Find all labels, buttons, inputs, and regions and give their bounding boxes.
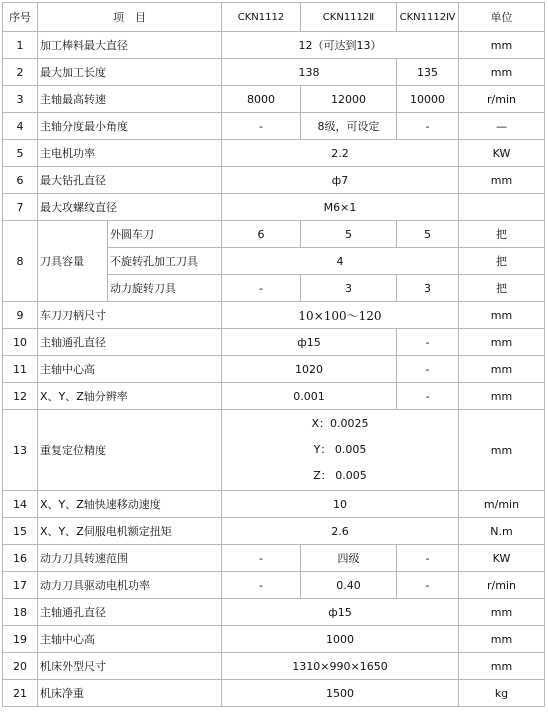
row-value-m1: - — [222, 113, 301, 140]
row-value-all: 2.2 — [222, 140, 459, 167]
table-row — [3, 653, 545, 680]
row-subitem: 不旋转孔加工刀具 — [108, 248, 222, 275]
row-unit — [459, 194, 545, 221]
row-item: 主轴通孔直径 — [38, 599, 222, 626]
row-unit: mm — [459, 410, 545, 491]
row-no: 6 — [3, 167, 38, 194]
row-value-m12: ф15 — [222, 329, 397, 356]
row-item: 最大钻孔直径 — [38, 167, 222, 194]
row-item: 机床净重 — [38, 680, 222, 707]
row-value-m3: 3 — [397, 275, 459, 302]
spec-table — [2, 2, 545, 707]
table-row — [3, 545, 545, 572]
table-row — [3, 410, 545, 491]
row-value-m3: 10000 — [397, 86, 459, 113]
row-item: 主轴通孔直径 — [38, 329, 222, 356]
table-row — [3, 572, 545, 599]
row-item: 刀具容量 — [38, 221, 108, 302]
row-no: 9 — [3, 302, 38, 329]
row-item: 主轴最高转速 — [38, 86, 222, 113]
row-value-m3: - — [397, 572, 459, 599]
table-row — [3, 680, 545, 707]
row-value-all: ф7 — [222, 167, 459, 194]
row-item: X、Y、Z伺服电机额定扭矩 — [38, 518, 222, 545]
header-row — [3, 3, 545, 32]
row-value-m2: 0.40 — [301, 572, 397, 599]
row-no: 7 — [3, 194, 38, 221]
header-no: 序号 — [3, 3, 38, 32]
row-value-all: 2.6 — [222, 518, 459, 545]
row-item: 最大加工长度 — [38, 59, 222, 86]
row-value-m3: - — [397, 356, 459, 383]
row-item: 主轴分度最小角度 — [38, 113, 222, 140]
header-unit: 单位 — [459, 3, 545, 32]
row-value-all: 10 — [222, 491, 459, 518]
row-value-all: ф15 — [222, 599, 459, 626]
row-unit: KW — [459, 140, 545, 167]
row-unit: r/min — [459, 86, 545, 113]
row-no: 20 — [3, 653, 38, 680]
table-row — [3, 167, 545, 194]
table-row — [3, 302, 545, 329]
row-value-all: 1310×990×1650 — [222, 653, 459, 680]
header-item: 项 目 — [38, 3, 222, 32]
row-unit: m/min — [459, 491, 545, 518]
row-item: 机床外型尺寸 — [38, 653, 222, 680]
row-value-m3: 135 — [397, 59, 459, 86]
row-no: 10 — [3, 329, 38, 356]
row-value-m3: - — [397, 329, 459, 356]
row-unit: kg — [459, 680, 545, 707]
row-unit: mm — [459, 32, 545, 59]
table-row — [3, 518, 545, 545]
table-row — [3, 113, 545, 140]
table-row — [3, 86, 545, 113]
row-unit: 把 — [459, 248, 545, 275]
table-row — [3, 599, 545, 626]
row-item: 主轴中心高 — [38, 356, 222, 383]
row-value-all: M6×1 — [222, 194, 459, 221]
row-unit: mm — [459, 59, 545, 86]
row-no: 18 — [3, 599, 38, 626]
row-unit: — — [459, 113, 545, 140]
row-unit: mm — [459, 167, 545, 194]
row-value-m3: - — [397, 383, 459, 410]
row-no: 13 — [3, 410, 38, 491]
table-row — [3, 140, 545, 167]
header-model-3: CKN1112Ⅳ — [397, 3, 459, 32]
row-value-m1: 6 — [222, 221, 301, 248]
row-item: 车刀刀柄尺寸 — [38, 302, 222, 329]
row-item: X、Y、Z轴分辨率 — [38, 383, 222, 410]
row-item: 加工棒料最大直径 — [38, 32, 222, 59]
row-no: 1 — [3, 32, 38, 59]
row-value-m2: 3 — [301, 275, 397, 302]
row-subitem: 动力旋转刀具 — [108, 275, 222, 302]
row-value-all: 1500 — [222, 680, 459, 707]
row-no: 3 — [3, 86, 38, 113]
row-no: 21 — [3, 680, 38, 707]
row-value-m2: 12000 — [301, 86, 397, 113]
row-value-m3: - — [397, 545, 459, 572]
row-no: 4 — [3, 113, 38, 140]
row-value-m1: - — [222, 572, 301, 599]
row-value-m2: 8级，可设定 — [301, 113, 397, 140]
row-no: 16 — [3, 545, 38, 572]
table-row — [3, 383, 545, 410]
row-unit: KW — [459, 545, 545, 572]
row-unit: N.m — [459, 518, 545, 545]
row-item: 最大攻螺纹直径 — [38, 194, 222, 221]
row-value-all: 4 — [222, 248, 459, 275]
row-item: X、Y、Z轴快速移动速度 — [38, 491, 222, 518]
row-unit: mm — [459, 329, 545, 356]
precision-z: Z： 0.005 — [313, 469, 367, 482]
row-item: 主电机功率 — [38, 140, 222, 167]
table-row — [3, 491, 545, 518]
row-unit: 把 — [459, 275, 545, 302]
row-value-m3: - — [397, 113, 459, 140]
table-row — [3, 329, 545, 356]
table-row — [3, 194, 545, 221]
row-subitem: 外圆车刀 — [108, 221, 222, 248]
row-no: 5 — [3, 140, 38, 167]
row-no: 12 — [3, 383, 38, 410]
row-unit: 把 — [459, 221, 545, 248]
row-unit: mm — [459, 653, 545, 680]
row-value-m1: 8000 — [222, 86, 301, 113]
row-value-all: 10×100～120 — [222, 302, 459, 329]
row-unit: mm — [459, 599, 545, 626]
row-value-multi — [222, 410, 459, 491]
row-unit: mm — [459, 383, 545, 410]
header-model-1: CKN1112 — [222, 3, 301, 32]
row-no: 8 — [3, 221, 38, 302]
row-no: 19 — [3, 626, 38, 653]
row-no: 14 — [3, 491, 38, 518]
row-no: 11 — [3, 356, 38, 383]
row-no: 15 — [3, 518, 38, 545]
row-item: 动力刀具驱动电机功率 — [38, 572, 222, 599]
table-row — [3, 32, 545, 59]
precision-x: X：0.0025 — [311, 417, 369, 430]
row-value-all: 12（可达到13） — [222, 32, 459, 59]
row-value-m12: 0.001 — [222, 383, 397, 410]
table-row — [3, 59, 545, 86]
row-item: 重复定位精度 — [38, 410, 222, 491]
row-no: 2 — [3, 59, 38, 86]
row-value-all: 1000 — [222, 626, 459, 653]
row-item: 动力刀具转速范围 — [38, 545, 222, 572]
row-unit: mm — [459, 626, 545, 653]
row-value-m2: 5 — [301, 221, 397, 248]
row-value-m2: 四级 — [301, 545, 397, 572]
precision-y: Y： 0.005 — [313, 443, 367, 456]
row-unit: mm — [459, 302, 545, 329]
header-model-2: CKN1112Ⅱ — [301, 3, 397, 32]
row-value-m12: 138 — [222, 59, 397, 86]
row-unit: r/min — [459, 572, 545, 599]
row-unit: mm — [459, 356, 545, 383]
row-no: 17 — [3, 572, 38, 599]
table-row — [3, 626, 545, 653]
row-value-m1: - — [222, 545, 301, 572]
table-row — [3, 221, 545, 248]
row-value-m3: 5 — [397, 221, 459, 248]
row-value-m12: 1020 — [222, 356, 397, 383]
table-row — [3, 356, 545, 383]
row-value-m1: - — [222, 275, 301, 302]
row-item: 主轴中心高 — [38, 626, 222, 653]
